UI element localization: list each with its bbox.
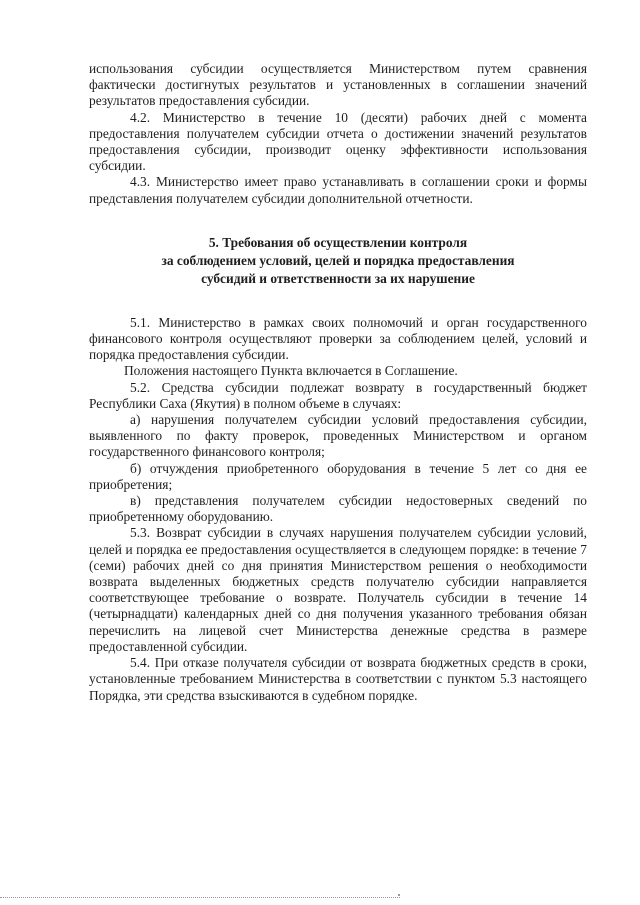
section-5-heading-line-1: 5. Требования об осуществлении контроля: [208, 234, 468, 250]
section-5-heading: [89, 234, 587, 288]
paragraph-4-1-continuation: использования субсидии осуществляется Министерством путем сравнения фактически достигнутых результатов и установленных в соглашении значений результатов предоставления субсидии.: [89, 61, 587, 109]
paragraph-4-2: 4.2. Министерство в течение 10 (десяти) рабочих дней с момента предоставления получателем субсидии отчета о достижении значений результатов предоставления субсидии, производит оценку эффективности использования субсидии.: [89, 109, 587, 174]
scan-footer-mark: [398, 894, 400, 896]
paragraph-4-3: 4.3. Министерство имеет право устанавливать в соглашении сроки и формы представления получателем субсидии дополнительной отчетности.: [89, 174, 587, 206]
section-5-heading-line-2: за соблюдением условий, целей и порядка предоставления: [161, 252, 515, 268]
section-5-heading-line-3: субсидий и ответственности за их нарушение: [201, 270, 475, 286]
paragraph-agreement-provision: Положения настоящего Пункта включается в Соглашение.: [124, 363, 458, 379]
paragraph-5-2-c: в) представления получателем субсидии недостоверных сведений по приобретенному оборудованию.: [89, 493, 587, 525]
paragraph-5-4: 5.4. При отказе получателя субсидии от возврата бюджетных средств в сроки, установленные требованием Министерства в соответствии с пунктом 5.3 настоящего Порядка, эти средства взыскиваются в судебном порядке.: [89, 655, 587, 703]
scan-footer-divider: [0, 897, 400, 898]
paragraph-5-1: 5.1. Министерство в рамках своих полномочий и орган государственного финансового контроля осуществляют проверки за соблюдением целей, условий и порядка предоставления субсидии.: [89, 314, 587, 363]
paragraph-5-2-a: а) нарушения получателем субсидии условий предоставления субсидии, выявленного по факту проверок, проведенных Министерством и органом государственного финансового контроля;: [89, 412, 587, 460]
paragraph-5-2: 5.2. Средства субсидии подлежат возврату в государственный бюджет Республики Саха (Якутия) в полном объеме в случаях:: [89, 379, 587, 411]
paragraph-5-3: 5.3. Возврат субсидии в случаях нарушения получателем субсидии условий, целей и порядка ее предоставления осуществляется в следующем порядке: в течение 7 (семи) рабочих дней со дня принятия Министерством решения о необходимости возврата выделенных бюджетных средств получателю субсидии направляется соответствующее требование о возврате. Получатель субсидии в течение 14 (четырнадцати) календарных дней со дня получения указанного требования обязан перечислить на лицевой счет Министерства денежные средства в размере предоставленной субсидии.: [89, 525, 587, 654]
paragraph-5-2-b: б) отчуждения приобретенного оборудования в течение 5 лет со дня ее приобретения;: [89, 460, 587, 492]
document-body: [89, 61, 587, 704]
